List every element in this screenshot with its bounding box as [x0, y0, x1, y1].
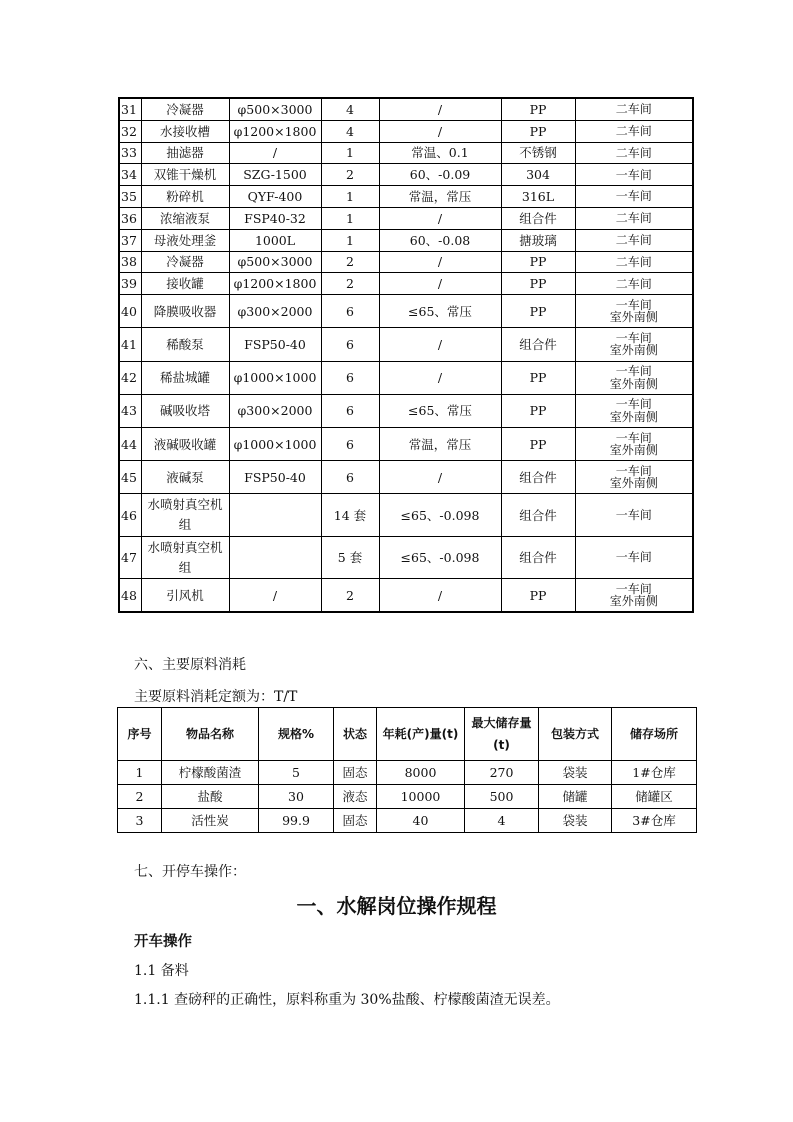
equipment-spec: SZG-1500	[229, 164, 321, 186]
location-line: 室外南侧	[609, 476, 658, 491]
row-number: 43	[119, 394, 141, 427]
row-number: 37	[119, 229, 141, 251]
equipment-name: 水接收槽	[141, 120, 229, 142]
table-row	[119, 229, 693, 251]
column-header: 储存场所	[612, 708, 697, 761]
location-line: 二车间	[615, 254, 652, 269]
table-row	[119, 579, 693, 613]
table-cell: 袋装	[539, 809, 612, 833]
column-header: 规格%	[259, 708, 334, 761]
row-number: 34	[119, 164, 141, 186]
equipment-quantity: 14 套	[321, 494, 379, 537]
equipment-material: 316L	[501, 186, 575, 208]
equipment-material: PP	[501, 251, 575, 273]
location-line: 一车间	[615, 581, 652, 596]
equipment-location	[575, 229, 693, 251]
equipment-quantity: 1	[321, 142, 379, 164]
equipment-name: 水喷射真空机组	[141, 494, 229, 537]
table-cell: 3	[118, 809, 162, 833]
location-line: 一车间	[615, 463, 652, 478]
equipment-material: PP	[501, 361, 575, 394]
equipment-material: PP	[501, 295, 575, 328]
row-number: 45	[119, 461, 141, 494]
column-header: 包装方式	[539, 708, 612, 761]
materials-table	[117, 707, 697, 833]
equipment-quantity: 4	[321, 98, 379, 120]
equipment-location	[575, 427, 693, 460]
table-row	[119, 427, 693, 460]
equipment-spec: φ1200×1800	[229, 120, 321, 142]
equipment-quantity: 2	[321, 164, 379, 186]
operating-conditions: /	[379, 120, 501, 142]
table-row	[119, 461, 693, 494]
table-cell: 储罐	[539, 785, 612, 809]
row-number: 32	[119, 120, 141, 142]
table-cell: 盐酸	[162, 785, 259, 809]
table-row	[119, 494, 693, 537]
equipment-spec: φ1000×1000	[229, 427, 321, 460]
equipment-spec: QYF-400	[229, 186, 321, 208]
equipment-name: 引风机	[141, 579, 229, 613]
equipment-quantity: 4	[321, 120, 379, 142]
table-cell: 4	[465, 809, 539, 833]
column-header: 年耗(产)量(t)	[377, 708, 465, 761]
row-number: 36	[119, 207, 141, 229]
equipment-location	[575, 98, 693, 120]
startup-subheading: 开车操作	[134, 934, 192, 950]
equipment-spec: /	[229, 142, 321, 164]
row-number: 42	[119, 361, 141, 394]
location-line: 室外南侧	[609, 594, 658, 609]
item-1-1: 1.1 备料	[134, 963, 189, 979]
equipment-spec: /	[229, 579, 321, 613]
procedure-heading: 一、水解岗位操作规程	[296, 894, 497, 918]
operating-conditions: 常温，常压	[379, 186, 501, 208]
table-cell: 1#仓库	[612, 761, 697, 785]
equipment-name: 抽滤器	[141, 142, 229, 164]
location-line: 二车间	[615, 102, 652, 117]
table-cell: 2	[118, 785, 162, 809]
equipment-name: 母液处理釜	[141, 229, 229, 251]
equipment-name: 液碱吸收罐	[141, 427, 229, 460]
table-cell: 1	[118, 761, 162, 785]
location-line: 室外南侧	[609, 443, 658, 458]
location-line: 二车间	[615, 276, 652, 291]
location-line: 二车间	[615, 232, 652, 247]
equipment-quantity: 1	[321, 186, 379, 208]
row-number: 39	[119, 273, 141, 295]
location-line: 一车间	[615, 330, 652, 345]
table-cell: 99.9	[259, 809, 334, 833]
operating-conditions: /	[379, 328, 501, 361]
equipment-material: PP	[501, 120, 575, 142]
equipment-name: 粉碎机	[141, 186, 229, 208]
operating-conditions: ≤65、常压	[379, 295, 501, 328]
row-number: 35	[119, 186, 141, 208]
table-row	[118, 761, 697, 785]
equipment-location	[575, 494, 693, 537]
table-cell: 40	[377, 809, 465, 833]
equipment-location	[575, 207, 693, 229]
operating-conditions: 60、-0.08	[379, 229, 501, 251]
equipment-material: PP	[501, 579, 575, 613]
equipment-material: 组合件	[501, 207, 575, 229]
table-cell: 柠檬酸菌渣	[162, 761, 259, 785]
table-cell: 5	[259, 761, 334, 785]
table-row	[119, 361, 693, 394]
table-row	[118, 785, 697, 809]
equipment-name: 稀酸泵	[141, 328, 229, 361]
table-cell: 储罐区	[612, 785, 697, 809]
row-number: 47	[119, 536, 141, 579]
equipment-spec: 1000L	[229, 229, 321, 251]
table-cell: 8000	[377, 761, 465, 785]
table-row	[119, 536, 693, 579]
equipment-material: 组合件	[501, 328, 575, 361]
equipment-location	[575, 295, 693, 328]
equipment-table	[118, 97, 694, 613]
table-row	[119, 186, 693, 208]
table-cell: 500	[465, 785, 539, 809]
equipment-quantity: 2	[321, 579, 379, 613]
item-1-1-1: 1.1.1 查磅秤的正确性，原料称重为 30%盐酸、柠檬酸菌渣无误差。	[134, 992, 560, 1008]
table-row	[119, 120, 693, 142]
location-line: 室外南侧	[609, 376, 658, 391]
table-row	[119, 164, 693, 186]
table-row	[119, 207, 693, 229]
equipment-quantity: 1	[321, 229, 379, 251]
equipment-quantity: 6	[321, 328, 379, 361]
operating-conditions: 60、-0.09	[379, 164, 501, 186]
location-line: 一车间	[615, 550, 652, 565]
table-cell: 3#仓库	[612, 809, 697, 833]
table-cell: 固态	[334, 809, 377, 833]
equipment-location	[575, 328, 693, 361]
location-line: 室外南侧	[609, 343, 658, 358]
row-number: 41	[119, 328, 141, 361]
row-number: 40	[119, 295, 141, 328]
table-row	[119, 142, 693, 164]
operating-conditions: /	[379, 98, 501, 120]
equipment-material: 304	[501, 164, 575, 186]
equipment-location	[575, 273, 693, 295]
equipment-name: 接收罐	[141, 273, 229, 295]
column-header: 状态	[334, 708, 377, 761]
table-cell: 固态	[334, 761, 377, 785]
equipment-material: 组合件	[501, 536, 575, 579]
operating-conditions: /	[379, 461, 501, 494]
column-header: 物品名称	[162, 708, 259, 761]
row-number: 44	[119, 427, 141, 460]
equipment-location	[575, 361, 693, 394]
row-number: 46	[119, 494, 141, 537]
operating-conditions: ≤65、-0.098	[379, 494, 501, 537]
equipment-quantity: 1	[321, 207, 379, 229]
row-number: 38	[119, 251, 141, 273]
table-row	[119, 251, 693, 273]
equipment-name: 浓缩液泵	[141, 207, 229, 229]
equipment-name: 双锥干燥机	[141, 164, 229, 186]
equipment-quantity: 6	[321, 295, 379, 328]
equipment-spec: φ500×3000	[229, 98, 321, 120]
location-line: 二车间	[615, 123, 652, 138]
equipment-spec	[229, 494, 321, 537]
table-cell: 270	[465, 761, 539, 785]
equipment-spec: φ300×2000	[229, 295, 321, 328]
equipment-quantity: 6	[321, 361, 379, 394]
equipment-spec: φ1000×1000	[229, 361, 321, 394]
equipment-name: 冷凝器	[141, 98, 229, 120]
table-row	[119, 328, 693, 361]
location-line: 一车间	[615, 397, 652, 412]
operating-conditions: ≤65、常压	[379, 394, 501, 427]
equipment-name: 稀盐城罐	[141, 361, 229, 394]
row-number: 48	[119, 579, 141, 613]
equipment-spec: φ300×2000	[229, 394, 321, 427]
table-cell: 30	[259, 785, 334, 809]
equipment-name: 降膜吸收器	[141, 295, 229, 328]
equipment-location	[575, 536, 693, 579]
table-cell: 10000	[377, 785, 465, 809]
equipment-spec: FSP50-40	[229, 461, 321, 494]
operating-conditions: 常温，常压	[379, 427, 501, 460]
table-row	[119, 394, 693, 427]
location-line: 一车间	[615, 364, 652, 379]
operating-conditions: /	[379, 579, 501, 613]
equipment-location	[575, 120, 693, 142]
location-line: 室外南侧	[609, 310, 658, 325]
equipment-quantity: 5 套	[321, 536, 379, 579]
equipment-quantity: 6	[321, 427, 379, 460]
equipment-quantity: 6	[321, 461, 379, 494]
equipment-location	[575, 164, 693, 186]
equipment-location	[575, 142, 693, 164]
table-row	[119, 98, 693, 120]
equipment-name: 冷凝器	[141, 251, 229, 273]
column-header: 最大储存量(t)	[465, 708, 539, 761]
location-line: 一车间	[615, 167, 652, 182]
location-line: 二车间	[615, 145, 652, 160]
operating-conditions: 常温、0.1	[379, 142, 501, 164]
equipment-spec: φ500×3000	[229, 251, 321, 273]
section6-title: 六、主要原料消耗	[134, 657, 246, 673]
equipment-location	[575, 461, 693, 494]
equipment-name: 碱吸收塔	[141, 394, 229, 427]
equipment-location	[575, 394, 693, 427]
operating-conditions: /	[379, 207, 501, 229]
equipment-quantity: 2	[321, 251, 379, 273]
equipment-spec	[229, 536, 321, 579]
table-row	[119, 295, 693, 328]
location-line: 室外南侧	[609, 409, 658, 424]
operating-conditions: ≤65、-0.098	[379, 536, 501, 579]
table-row	[118, 809, 697, 833]
location-line: 一车间	[615, 297, 652, 312]
row-number: 33	[119, 142, 141, 164]
column-header: 序号	[118, 708, 162, 761]
location-line: 一车间	[615, 430, 652, 445]
equipment-name: 水喷射真空机组	[141, 536, 229, 579]
equipment-material: PP	[501, 394, 575, 427]
equipment-spec: FSP40-32	[229, 207, 321, 229]
equipment-location	[575, 579, 693, 613]
section6-subtitle: 主要原料消耗定额为：T/T	[134, 689, 298, 705]
operating-conditions: /	[379, 361, 501, 394]
equipment-material: 组合件	[501, 494, 575, 537]
equipment-spec: φ1200×1800	[229, 273, 321, 295]
table-row	[119, 273, 693, 295]
equipment-location	[575, 186, 693, 208]
table-cell: 活性炭	[162, 809, 259, 833]
equipment-name: 液碱泵	[141, 461, 229, 494]
equipment-material: 不锈钢	[501, 142, 575, 164]
location-line: 一车间	[615, 189, 652, 204]
equipment-material: PP	[501, 98, 575, 120]
equipment-material: 搪玻璃	[501, 229, 575, 251]
operating-conditions: /	[379, 273, 501, 295]
section7-title: 七、开停车操作：	[134, 864, 246, 880]
location-line: 一车间	[615, 507, 652, 522]
equipment-quantity: 2	[321, 273, 379, 295]
equipment-location	[575, 251, 693, 273]
location-line: 二车间	[615, 211, 652, 226]
equipment-spec: FSP50-40	[229, 328, 321, 361]
table-cell: 袋装	[539, 761, 612, 785]
equipment-material: PP	[501, 273, 575, 295]
equipment-material: PP	[501, 427, 575, 460]
equipment-quantity: 6	[321, 394, 379, 427]
equipment-material: 组合件	[501, 461, 575, 494]
row-number: 31	[119, 98, 141, 120]
table-cell: 液态	[334, 785, 377, 809]
operating-conditions: /	[379, 251, 501, 273]
